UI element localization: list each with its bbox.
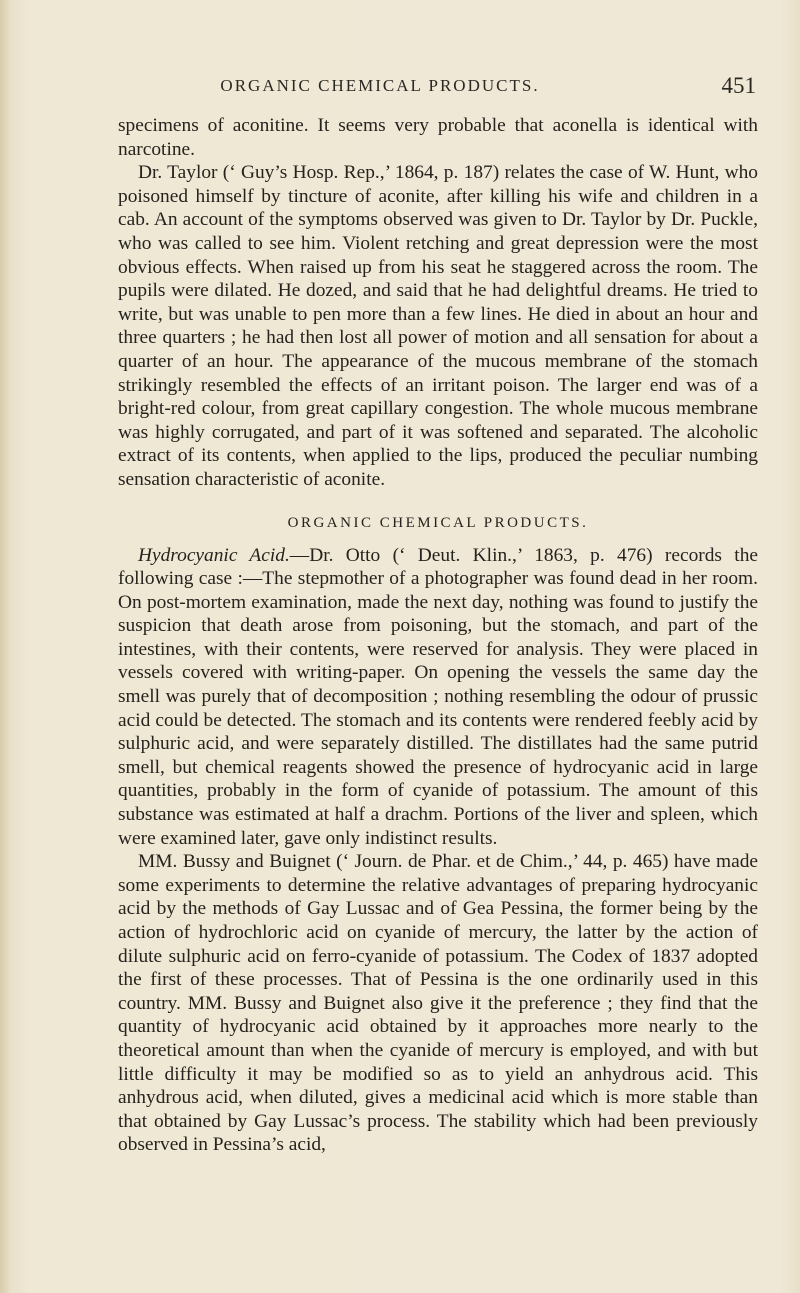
running-title: ORGANIC CHEMICAL PRODUCTS.	[220, 76, 540, 95]
paragraph-bussy-buignet: MM. Bussy and Buignet (‘ Journ. de Phar. et de Chim.,’ 44, p. 465) have made some experiments to determine the relative advantages of preparing hydrocyanic acid by the methods of Gay Lussac and of Gea Pessina, the former being by the action of hydrochloric acid on cyanide of mercury, the latter by the action of dilute sulphuric acid on ferro-cyanide of potassium. The Codex of 1837 adopted the first of these processes. That of Pessina is the one ordinarily used in this country. MM. Bussy and Buignet also give it the preference ; they find that the quantity of hydrocyanic acid obtained by it approaches more nearly to the theoretical amount than when the cyanide of mercury is employed, and with but little difficulty it may be modified so as to yield an anhydrous acid. This anhydrous acid, when diluted, gives a medicinal acid which is more stable than that obtained by Gay Lussac’s process. The stability which had been previously observed in Pessina’s acid,	[118, 851, 758, 1156]
paragraph-otto-case: —Dr. Otto (‘ Deut. Klin.,’ 1863, p. 476) records the following case :—The stepmother of a photographer was found dead in her room. On post-mortem examination, made the next day, nothing was found to justify the suspicion that death arose from poisoning, but the stomach, and part of the intestines, with their contents, were reserved for analysis. They were placed in vessels covered with writing-paper. On opening the vessels the same day the smell was purely that of decomposition ; nothing resembling the odour of prussic acid could be detected. The stomach and its contents were rendered feebly acid by sulphuric acid, and were separately distilled. The distillates had the same putrid smell, but chemical reagents showed the presence of hydrocyanic acid in large quantities, probably in the form of cyanide of potassium. The amount of this substance was estimated at half a drachm. Portions of the liver and spleen, which were examined later, gave only indistinct results.	[118, 544, 758, 849]
page-gutter-shadow	[0, 0, 10, 1293]
paragraph-aconitine-continued: specimens of aconitine. It seems very probable that aconella is identical with narcotine.	[118, 115, 758, 160]
section-heading: ORGANIC CHEMICAL PRODUCTS.	[287, 514, 589, 531]
paragraph-taylor-case: Dr. Taylor (‘ Guy’s Hosp. Rep.,’ 1864, p. 187) relates the case of W. Hunt, who poisoned himself by tincture of aconite, after killing his wife and children in a cab. An account of the symptoms observed was given to Dr. Taylor by Dr. Puckle, who was called to see him. Violent retching and great depression were the most obvious effects. When raised up from his seat he staggered across the room. The pupils were dilated. He dozed, and said that he had delightful dreams. He tried to write, but was unable to pen more than a few lines. He died in about an hour and three quarters ; he had then lost all power of motion and all sensation for about a quarter of an hour. The appearance of the mucous membrane of the stomach strikingly resembled the effects of an irritant poison. The larger end was of a bright-red colour, from great capillary congestion. The whole mucous membrane was highly corrugated, and part of it was softened and separated. The alcoholic extract of its contents, when applied to the lips, produced the peculiar numbing sensation characteristic of aconite.	[118, 162, 758, 490]
page-number: 451	[721, 73, 756, 98]
body-text	[118, 114, 758, 1157]
running-head	[0, 73, 800, 106]
paragraph-lead-title: Hydrocyanic Acid.	[138, 544, 290, 566]
paragraph-hydrocyanic-acid	[118, 544, 758, 851]
